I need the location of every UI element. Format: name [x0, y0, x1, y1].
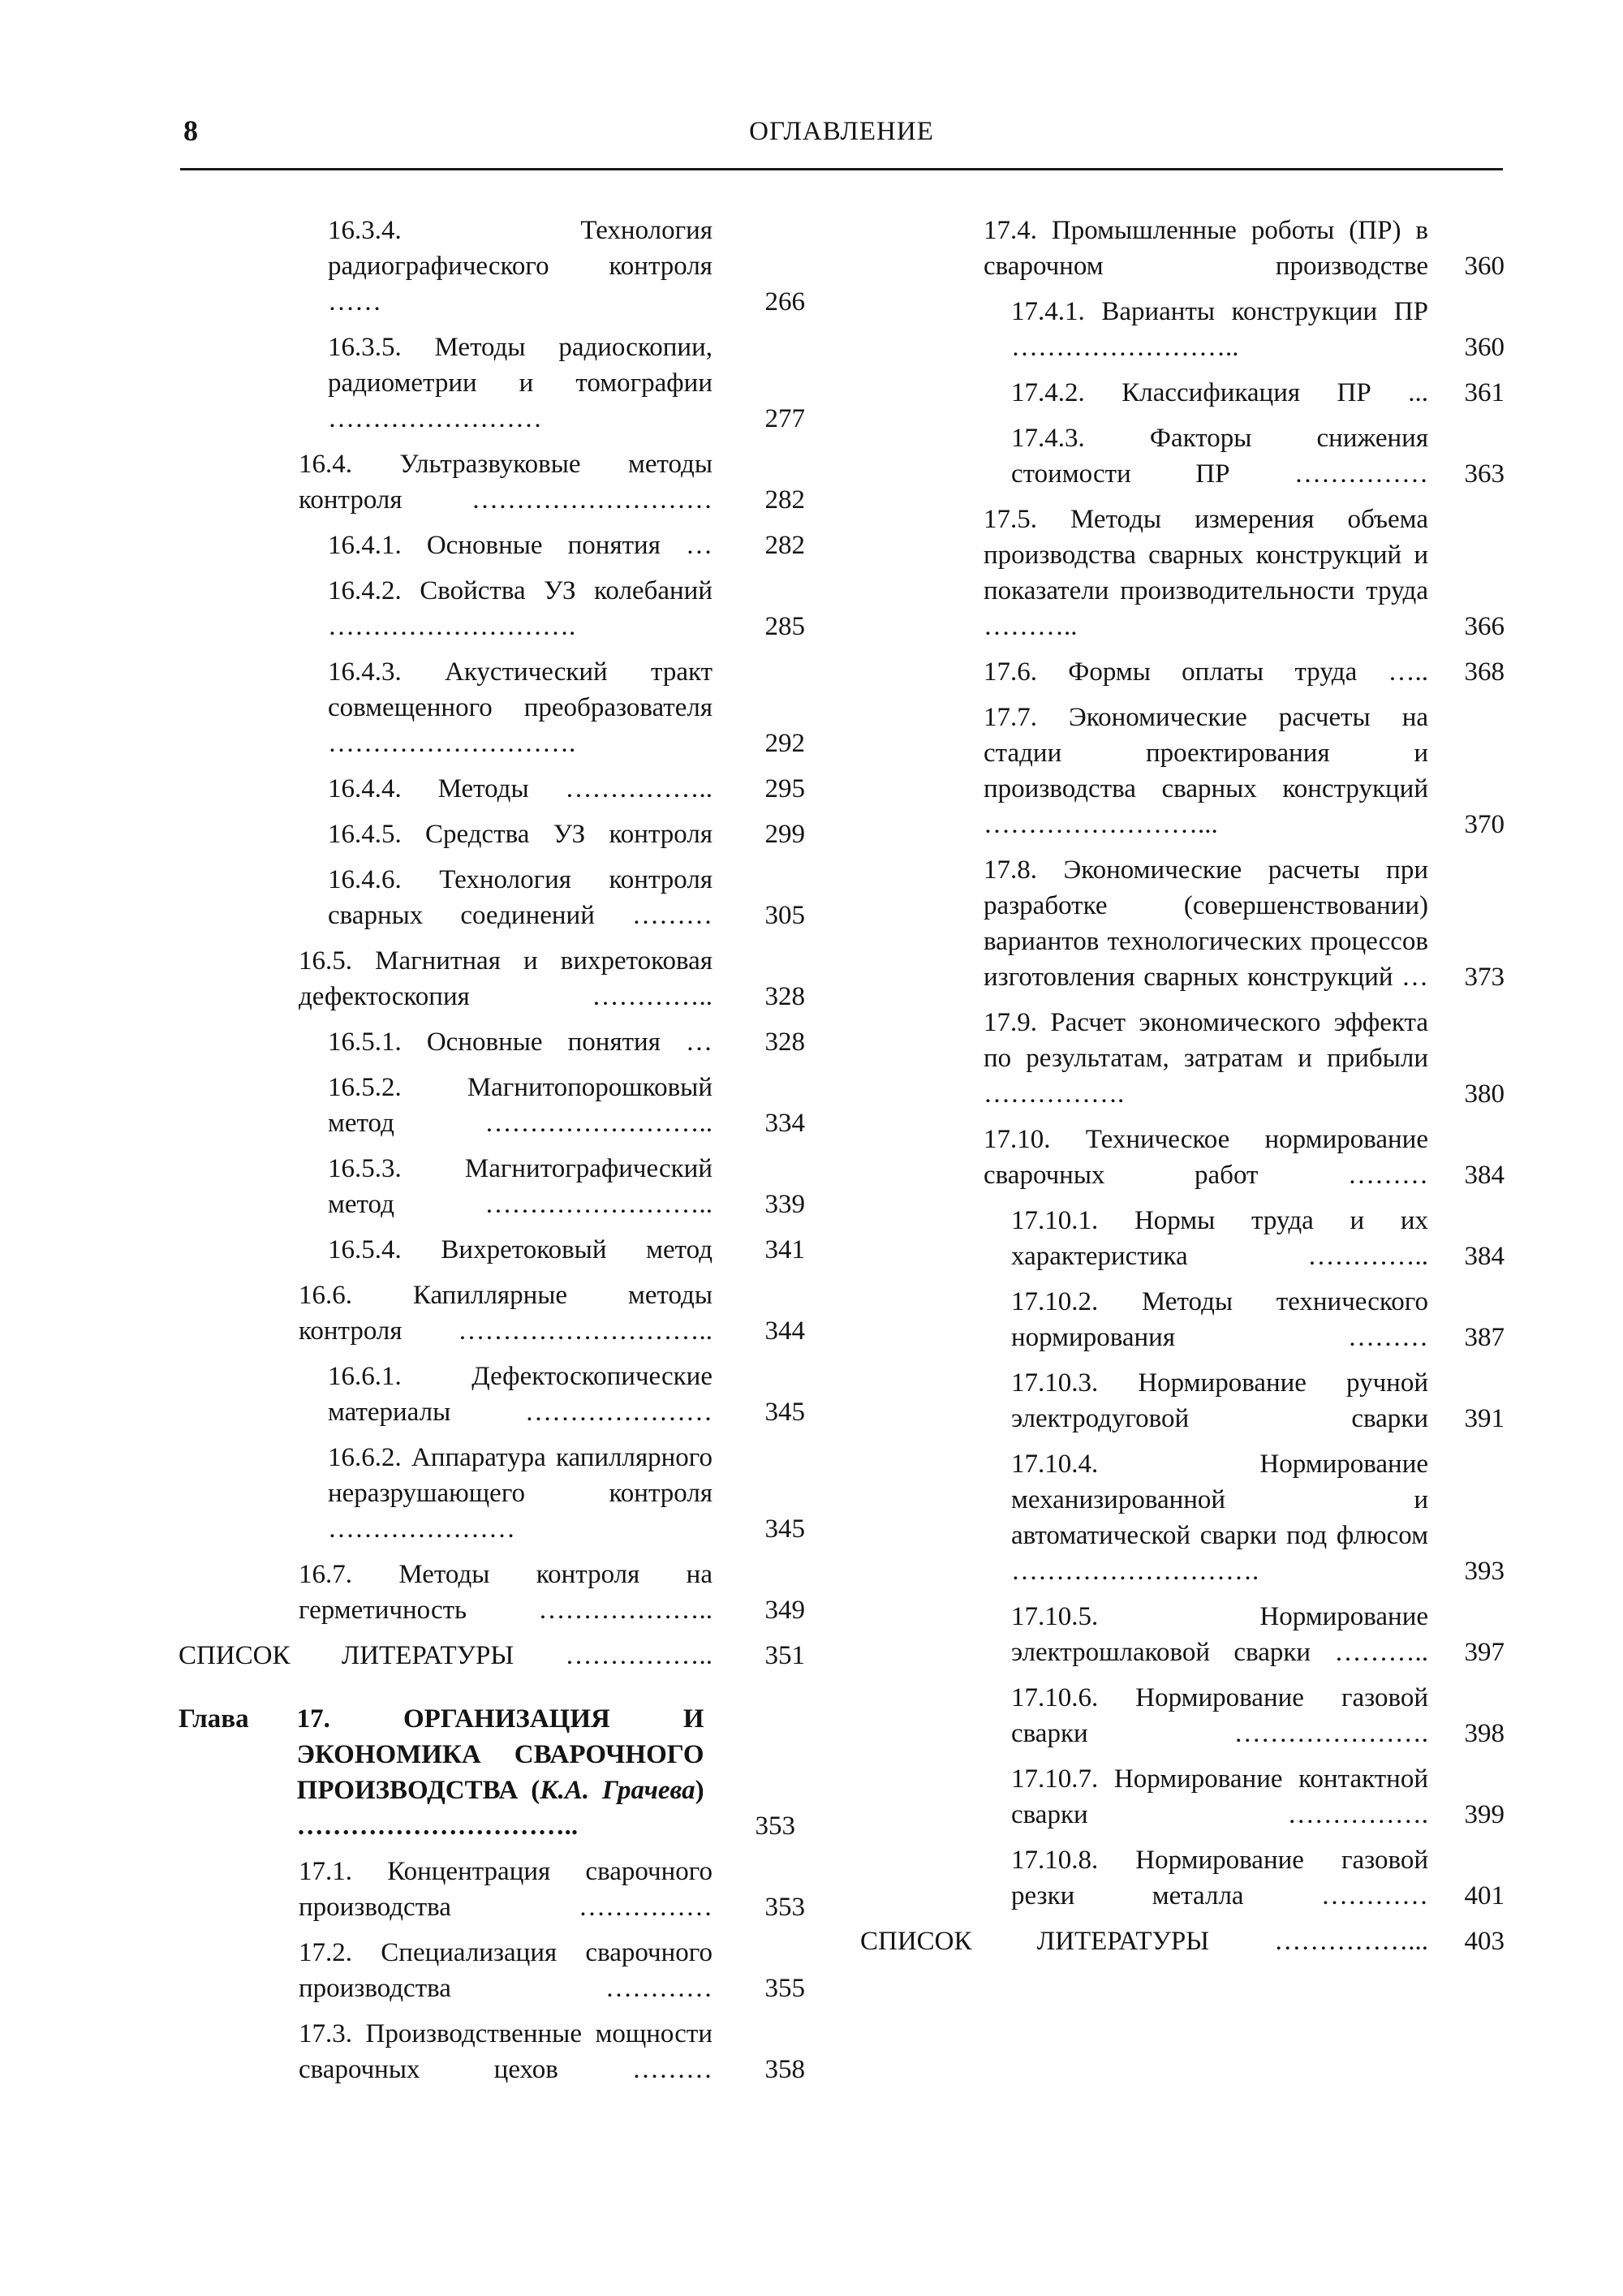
toc-entry[interactable]: [860, 502, 1505, 644]
toc-entry-title: 16.7. Методы контроля на герметичность ………………..: [299, 1560, 712, 1625]
toc-entry-page: 305: [764, 901, 805, 930]
toc-entry-title: СПИСОК ЛИТЕРАТУРЫ ……………...: [860, 1927, 1428, 1956]
toc-entry-page: 266: [764, 287, 805, 317]
toc-entry[interactable]: [179, 862, 805, 933]
toc-entry-title: 16.4.5. Средства УЗ контроля: [328, 820, 712, 849]
toc-entry[interactable]: [860, 1761, 1505, 1833]
toc-entry-title: 17.6. Формы оплаты труда …..: [984, 657, 1428, 687]
toc-entry-page: 353: [764, 1893, 805, 1922]
toc-entry-title: 16.6.1. Дефектоскопические материалы …………………: [328, 1362, 712, 1427]
chapter-title: [297, 1701, 716, 1844]
toc-entry-page: 399: [1464, 1800, 1505, 1829]
toc-entry[interactable]: [179, 1854, 805, 1925]
chapter-author: К.А. Грачева: [540, 1776, 695, 1805]
toc-entry-page: 391: [1464, 1404, 1505, 1433]
toc-entry-title: 17.10.8. Нормирование газовой резки металла …………: [1011, 1846, 1428, 1910]
toc-entry-page: 339: [764, 1190, 805, 1219]
toc-entry-bibliography[interactable]: [860, 1923, 1505, 1959]
toc-entry[interactable]: [860, 1842, 1505, 1914]
toc-entry[interactable]: [179, 1440, 805, 1547]
toc-entry-title: СПИСОК ЛИТЕРАТУРЫ ……………..: [179, 1641, 712, 1670]
toc-entry[interactable]: [860, 1365, 1505, 1437]
toc-entry-title: 16.4.1. Основные понятия …: [328, 531, 712, 560]
toc-entry-title: 16.3.5. Методы радиоскопии, радиометрии и томографии ……………………: [328, 333, 712, 433]
toc-entry[interactable]: [860, 852, 1505, 995]
toc-entry-title: 16.5. Магнитная и вихретоковая дефектоскопия …………..: [299, 946, 712, 1011]
toc-left-column: [179, 213, 805, 2097]
toc-entry-title: 17.10.2. Методы технического нормирования ………: [1011, 1287, 1428, 1352]
toc-entry-page: 328: [764, 982, 805, 1011]
toc-entry[interactable]: [179, 573, 805, 644]
toc-entry-page: 384: [1464, 1242, 1505, 1271]
toc-entry-page: 355: [764, 1974, 805, 2003]
toc-entry-page: 345: [764, 1514, 805, 1544]
toc-entry[interactable]: [179, 1151, 805, 1222]
toc-chapter-heading[interactable]: [179, 1701, 795, 1844]
toc-entry-title: 16.5.4. Вихретоковый метод: [328, 1235, 712, 1264]
toc-entry-page: 282: [764, 485, 805, 515]
toc-entry-page: 393: [1464, 1557, 1505, 1586]
toc-entry-page: 358: [764, 2055, 805, 2084]
toc-entry-page: 344: [764, 1316, 805, 1346]
toc-entry-page: 360: [1464, 333, 1505, 362]
toc-entry-page: 345: [764, 1398, 805, 1427]
toc-entry[interactable]: [179, 1359, 805, 1430]
toc-entry-page: 361: [1464, 378, 1505, 407]
toc-entry-title: 17.9. Расчет экономического эффекта по результатам, затратам и прибыли …………….: [984, 1008, 1428, 1109]
toc-entry-title: 17.5. Методы измерения объема производства сварных конструкций и показатели производительности труда ………..: [984, 505, 1428, 641]
toc-entry-title: 17.7. Экономические расчеты на стадии проектирования и производства сварных конструкций ……………………...: [984, 703, 1428, 839]
toc-entry-page: 384: [1464, 1161, 1505, 1190]
toc-entry-title: 17.4. Промышленные роботы (ПР) в сварочном производстве: [984, 216, 1428, 281]
toc-entry-title: 17.10.5. Нормирование электрошлаковой сварки ………..: [1011, 1602, 1428, 1667]
toc-entry-title: 16.4.4. Методы ……………..: [328, 774, 712, 803]
toc-entry[interactable]: [179, 1935, 805, 2006]
toc-entry-page: 368: [1464, 657, 1505, 687]
toc-entry-title: 16.4.3. Акустический тракт совмещенного преобразователя ……………………….: [328, 657, 712, 758]
toc-entry-page: 341: [764, 1235, 805, 1264]
toc-entry[interactable]: [179, 1024, 805, 1060]
toc-entry-title: 17.10.7. Нормирование контактной сварки …………….: [1011, 1764, 1428, 1829]
toc-entry-title: 17.4.3. Факторы снижения стоимости ПР ……………: [1011, 424, 1428, 489]
toc-entry-page: 285: [764, 612, 805, 641]
toc-entry-title: 16.4. Ультразвуковые методы контроля ………………………: [299, 450, 712, 515]
toc-entry-title: 16.6. Капиллярные методы контроля ………………………..: [299, 1281, 712, 1346]
toc-entry-page: 299: [764, 820, 805, 849]
toc-entry-page: 373: [1464, 963, 1505, 992]
toc-entry[interactable]: [179, 1232, 805, 1268]
toc-entry-page: 334: [764, 1109, 805, 1138]
toc-entry[interactable]: [179, 1070, 805, 1141]
toc-entry-title: 16.4.6. Технология контроля сварных соединений ………: [328, 865, 712, 930]
toc-entry-title: 17.10.3. Нормирование ручной электродуговой сварки: [1011, 1368, 1428, 1433]
toc-entry-page: 282: [764, 531, 805, 560]
chapter-title-main: 17. ОРГАНИЗАЦИЯ И ЭКОНОМИКА СВАРОЧНОГО ПРОИЗВОДСТВА (: [296, 1704, 704, 1805]
toc-entry-title: 17.10.1. Нормы труда и их характеристика …………..: [1011, 1206, 1428, 1271]
toc-entry[interactable]: [860, 700, 1505, 842]
toc-entry[interactable]: [860, 375, 1505, 411]
toc-entry[interactable]: [179, 1277, 805, 1349]
toc-entry-title: 17.3. Производственные мощности сварочных цехов ………: [299, 2019, 712, 2084]
toc-entry[interactable]: [860, 1005, 1505, 1112]
toc-entry-page: 349: [764, 1596, 805, 1625]
toc-entry[interactable]: [179, 771, 805, 807]
toc-entry[interactable]: [179, 816, 805, 852]
toc-entry[interactable]: [179, 528, 805, 563]
toc-entry[interactable]: [179, 2016, 805, 2087]
running-title: ОГЛАВЛЕНИЕ: [749, 117, 934, 146]
toc-entry-page: 328: [764, 1027, 805, 1057]
toc-entry-page: 277: [764, 404, 805, 433]
toc-entry-title: 17.10.4. Нормирование механизированной и автоматической сварки под флюсом ……………………….: [1011, 1450, 1428, 1586]
toc-entry[interactable]: [860, 213, 1505, 284]
chapter-title-end: ) …………………………..: [296, 1776, 704, 1841]
toc-entry[interactable]: [860, 654, 1505, 690]
toc-entry-page: 351: [764, 1641, 805, 1670]
toc-right-column: [860, 213, 1505, 1969]
toc-entry[interactable]: [179, 1557, 805, 1628]
toc-entry-page: 295: [764, 774, 805, 803]
toc-entry-title: 16.5.2. Магнитопорошковый метод ……………………..: [328, 1073, 712, 1138]
toc-entry[interactable]: [860, 1599, 1505, 1670]
toc-entry-page: 363: [1464, 459, 1505, 489]
toc-entry-title: 16.3.4. Технология радиографического контроля ……: [328, 216, 712, 317]
toc-entry-page: 366: [1464, 612, 1505, 641]
toc-entry[interactable]: [179, 654, 805, 761]
toc-entry[interactable]: [860, 294, 1505, 365]
toc-entry-title: 17.4.2. Классификация ПР ...: [1011, 378, 1428, 407]
toc-entry[interactable]: [860, 1680, 1505, 1751]
header-rule: [180, 168, 1503, 170]
toc-entry-title: 17.8. Экономические расчеты при разработке (совершенствовании) вариантов технологических процессов изготовления сварных конструкций …: [984, 855, 1428, 992]
toc-entry-page: 401: [1464, 1881, 1505, 1910]
page-header: [180, 112, 1503, 169]
toc-entry-page: 397: [1464, 1638, 1505, 1667]
toc-entry[interactable]: [860, 420, 1505, 492]
toc-entry[interactable]: [860, 1446, 1505, 1589]
toc-entry-bibliography[interactable]: [179, 1638, 805, 1674]
toc-entry[interactable]: [179, 446, 805, 518]
toc-entry-page: 380: [1464, 1079, 1505, 1109]
toc-entry-page: 387: [1464, 1323, 1505, 1352]
toc-entry[interactable]: [860, 1122, 1505, 1193]
toc-entry-title: 16.5.1. Основные понятия …: [328, 1027, 712, 1057]
toc-entry[interactable]: [860, 1284, 1505, 1355]
toc-entry-title: 16.5.3. Магнитографический метод ……………………..: [328, 1154, 712, 1219]
toc-entry-title: 16.4.2. Свойства УЗ колебаний ……………………….: [328, 576, 712, 641]
chapter-label: Глава: [179, 1704, 249, 1734]
toc-entry-title: 17.2. Специализация сварочного производства …………: [299, 1938, 712, 2003]
toc-entry-title: 16.6.2. Аппаратура капиллярного неразрушающего контроля …………………: [328, 1443, 712, 1544]
toc-entry-page: 292: [764, 729, 805, 758]
toc-entry-title: 17.1. Концентрация сварочного производства ……………: [299, 1857, 712, 1922]
toc-entry-title: 17.10.6. Нормирование газовой сварки ………………….: [1011, 1683, 1428, 1748]
toc-entry[interactable]: [179, 330, 805, 437]
toc-entry[interactable]: [179, 213, 805, 320]
toc-entry-title: 17.4.1. Варианты конструкции ПР ……………………..: [1011, 297, 1428, 362]
toc-entry[interactable]: [179, 943, 805, 1014]
toc-entry[interactable]: [860, 1203, 1505, 1274]
toc-entry-page: 398: [1464, 1719, 1505, 1748]
toc-entry-title: 17.10. Техническое нормирование сварочных работ ………: [984, 1125, 1428, 1190]
page-number: 8: [183, 114, 198, 147]
chapter-page: 353: [755, 1811, 795, 1841]
toc-entry-page: 370: [1464, 810, 1505, 839]
toc-entry-page: 360: [1464, 252, 1505, 281]
toc-entry-page: 403: [1464, 1927, 1505, 1956]
